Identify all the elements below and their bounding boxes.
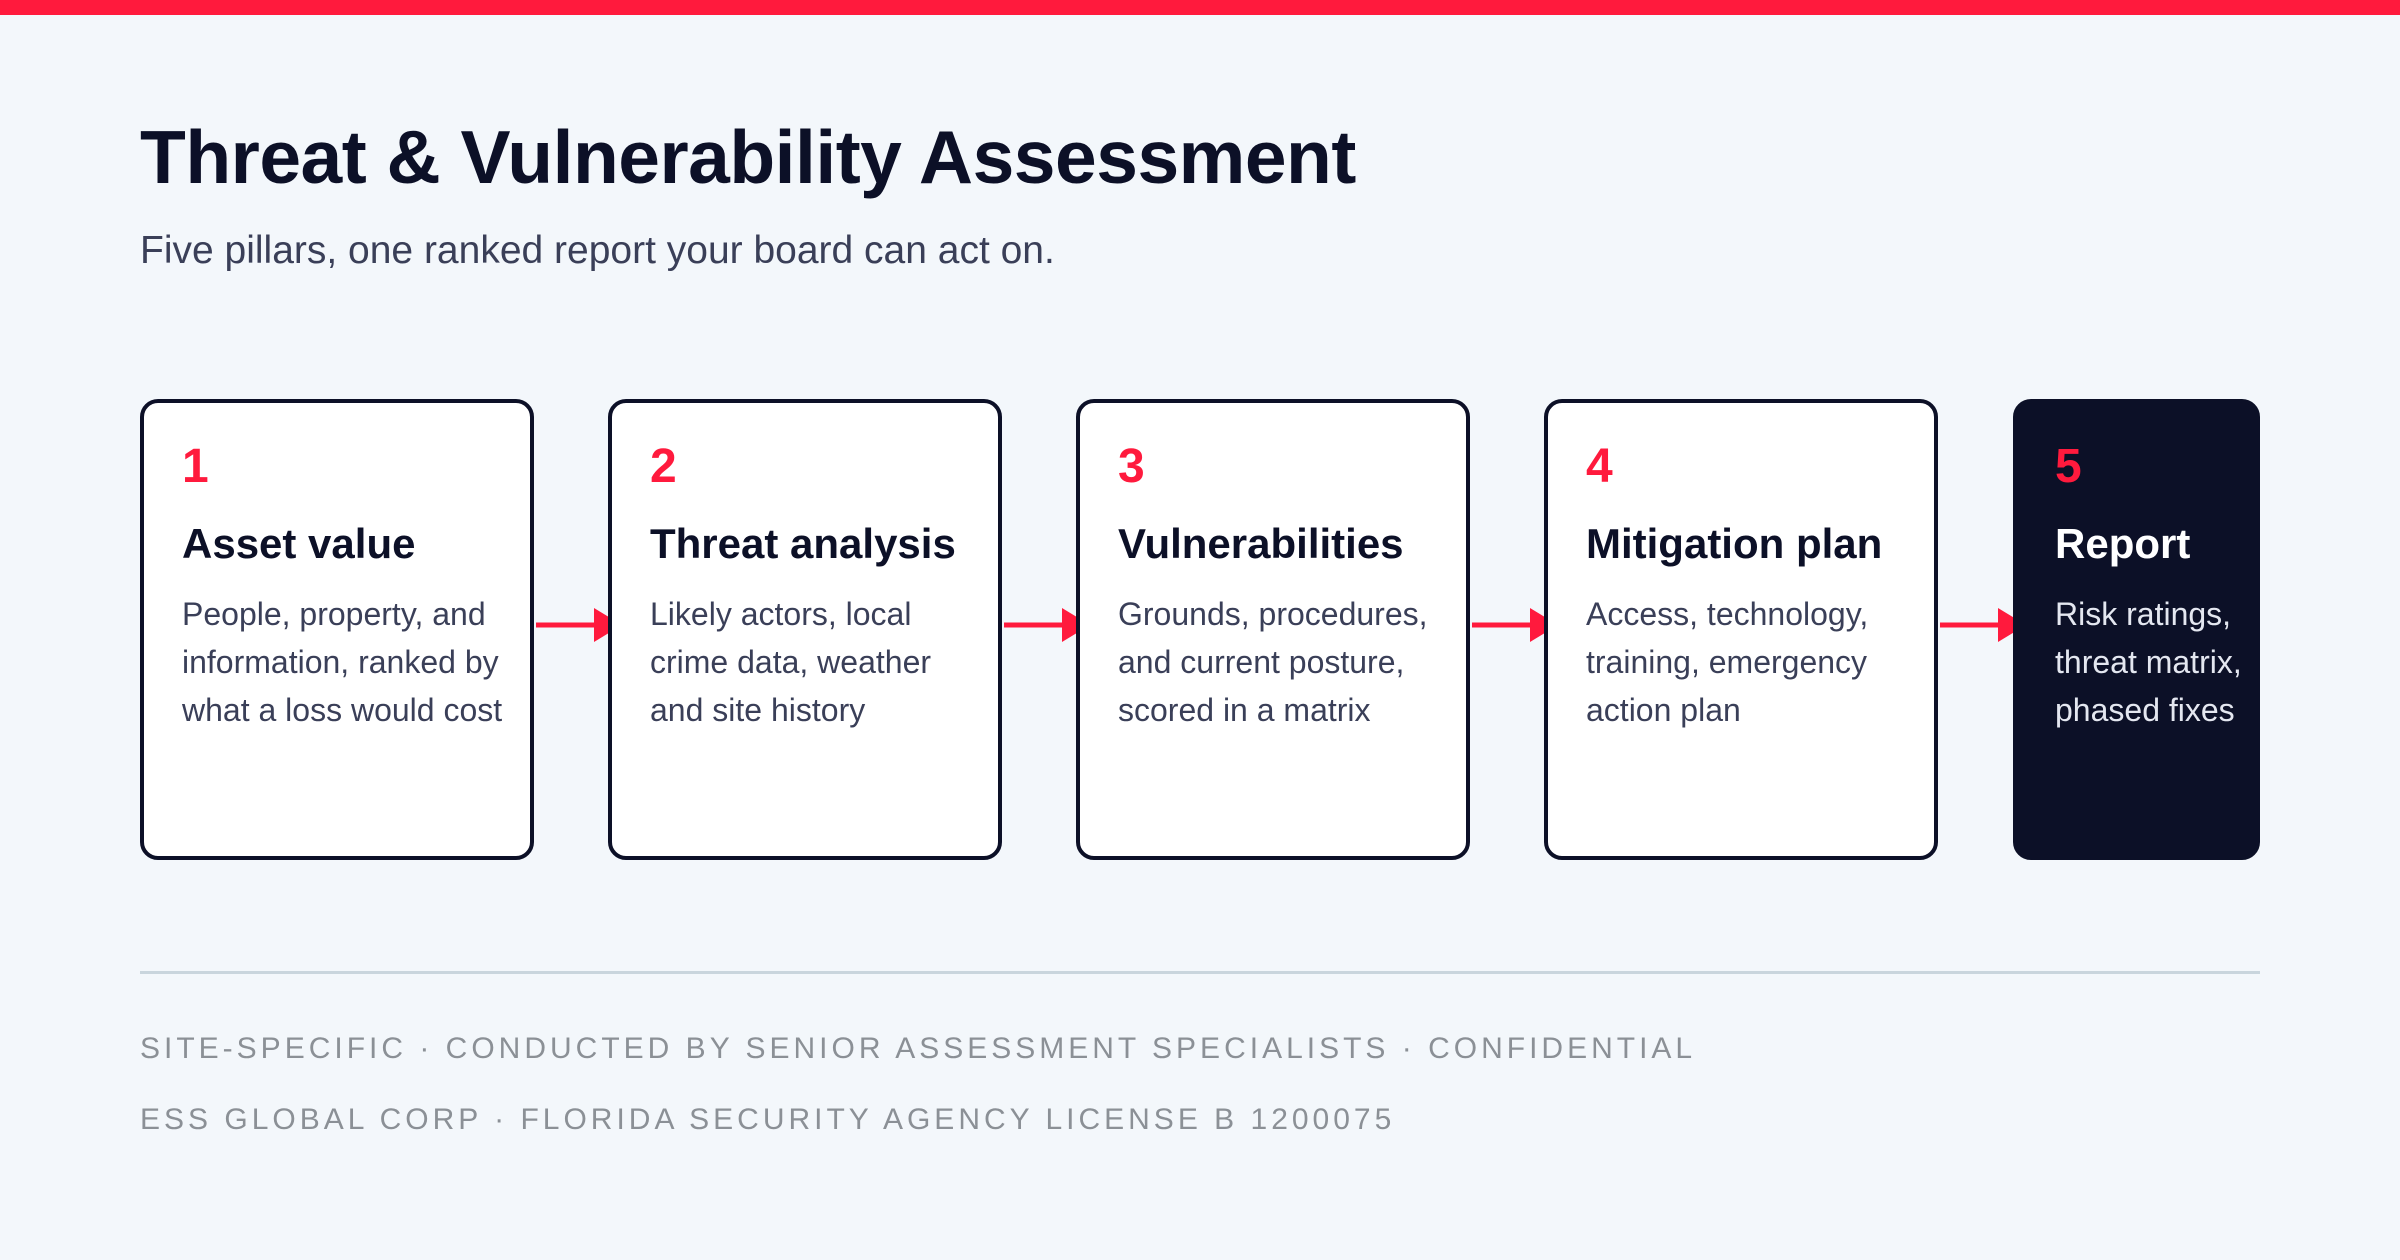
step-title: Threat analysis bbox=[650, 519, 956, 567]
step-number: 4 bbox=[1586, 440, 1613, 493]
step-description: Risk ratings, threat matrix, phased fixes bbox=[2055, 596, 2242, 729]
step-title: Vulnerabilities bbox=[1118, 519, 1404, 567]
step-number: 5 bbox=[2055, 440, 2082, 493]
step-card-threat-analysis bbox=[608, 399, 1002, 860]
page-title: Threat & Vulnerability Assessment bbox=[140, 115, 1356, 199]
step-title: Report bbox=[2055, 519, 2191, 567]
step-title: Asset value bbox=[182, 519, 416, 567]
step-number: 1 bbox=[182, 440, 209, 493]
top-accent-bar bbox=[0, 0, 2400, 15]
step-number: 2 bbox=[650, 440, 677, 493]
step-card-vulnerabilities bbox=[1076, 399, 1470, 860]
footer-line-license: ESS GLOBAL CORP · FLORIDA SECURITY AGENCY LICENSE B 1200075 bbox=[140, 1103, 1396, 1136]
footer-line-scope: SITE-SPECIFIC · CONDUCTED BY SENIOR ASSESSMENT SPECIALISTS · CONFIDENTIAL bbox=[140, 1032, 1697, 1065]
step-card-report bbox=[2013, 399, 2260, 860]
step-card-mitigation-plan bbox=[1544, 399, 1938, 860]
step-number: 3 bbox=[1118, 440, 1145, 493]
step-description: Grounds, procedures, and current posture, scored in a matrix bbox=[1118, 596, 1428, 729]
step-description: Likely actors, local crime data, weather and site history bbox=[650, 596, 932, 729]
footer-divider bbox=[140, 971, 2260, 974]
step-title: Mitigation plan bbox=[1586, 519, 1883, 567]
step-description: Access, technology, training, emergency action plan bbox=[1586, 596, 1869, 729]
step-description: People, property, and information, ranked by what a loss would cost bbox=[182, 596, 503, 729]
step-card-asset-value bbox=[140, 399, 534, 860]
page-subtitle: Five pillars, one ranked report your board can act on. bbox=[140, 229, 1055, 272]
